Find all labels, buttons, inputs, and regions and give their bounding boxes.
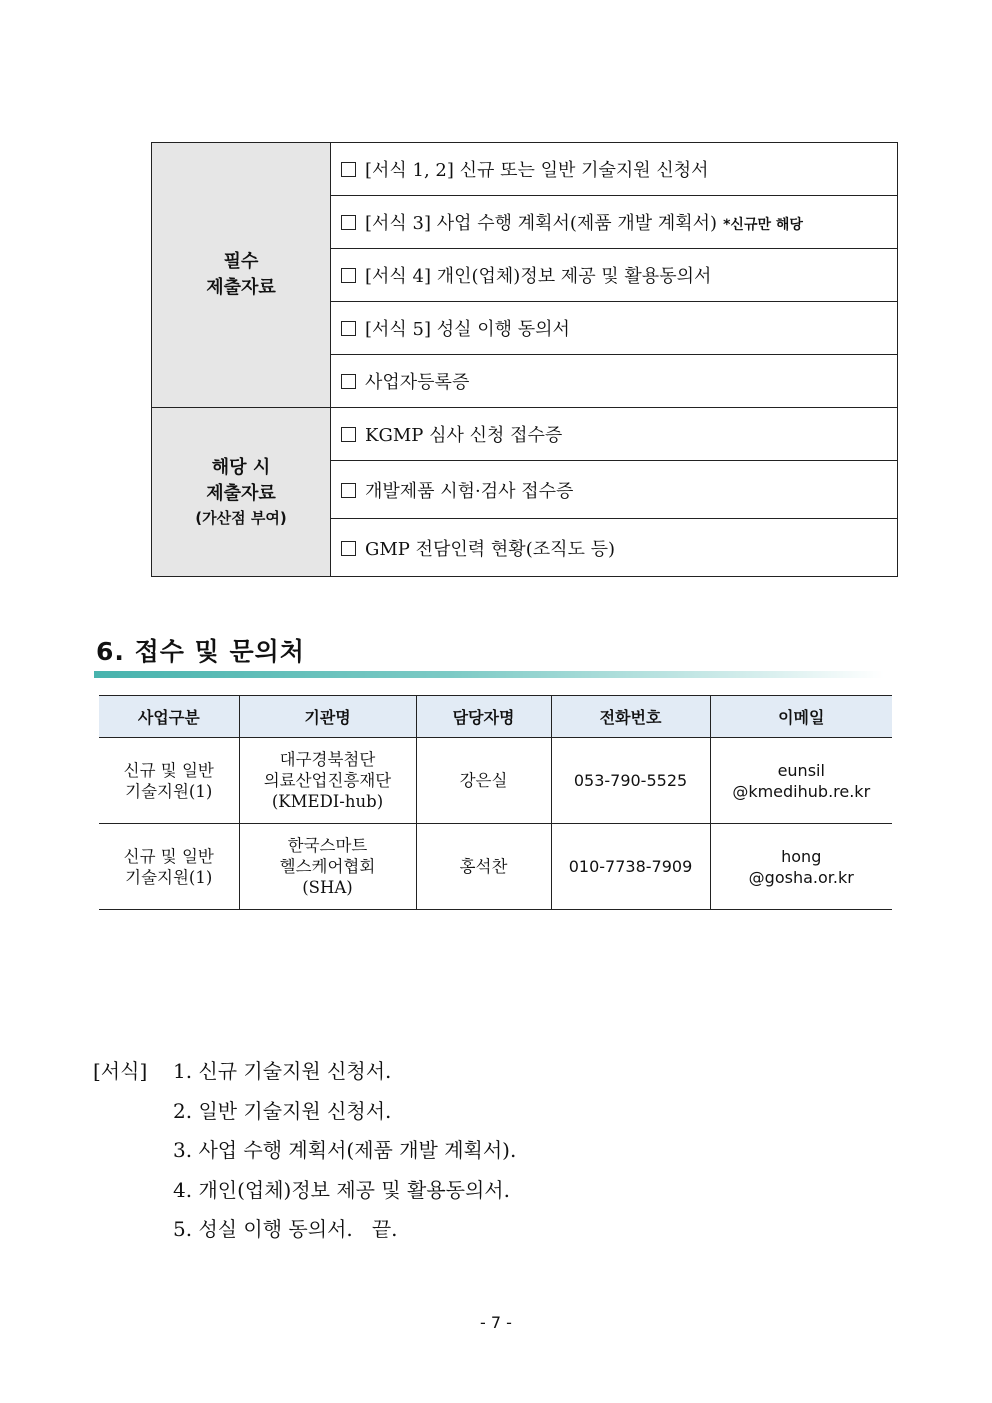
organization-cell: 한국스마트 헬스케어협회 (SHA)	[239, 824, 416, 910]
checklist-item: [서식 3] 사업 수행 계획서(제품 개발 계획서) *신규만 해당	[331, 196, 898, 249]
checkbox-icon[interactable]	[341, 483, 356, 498]
checkbox-icon[interactable]	[341, 427, 356, 442]
column-header: 이메일	[710, 696, 892, 738]
email-cell[interactable]: eunsil @kmedihub.re.kr	[710, 738, 892, 824]
forms-list	[93, 1052, 516, 1250]
column-header: 전화번호	[551, 696, 710, 738]
column-header: 기관명	[239, 696, 416, 738]
column-header: 사업구분	[99, 696, 239, 738]
contact-person-cell: 홍석찬	[416, 824, 551, 910]
checklist-item: 개발제품 시험·검사 접수증	[331, 461, 898, 519]
table-row	[99, 824, 892, 910]
column-header: 담당자명	[416, 696, 551, 738]
contact-table	[99, 695, 892, 910]
new-only-note: *신규만 해당	[723, 217, 803, 233]
list-item: [서식] 1. 신규 기술지원 신청서.	[93, 1052, 516, 1092]
table-row	[99, 738, 892, 824]
table-header-row	[99, 696, 892, 738]
phone-cell: 010-7738-7909	[551, 824, 710, 910]
checkbox-icon[interactable]	[341, 541, 356, 556]
checkbox-icon[interactable]	[341, 215, 356, 230]
checklist-item: KGMP 심사 신청 접수증	[331, 408, 898, 461]
contact-person-cell: 강은실	[416, 738, 551, 824]
organization-cell: 대구경북첨단 의료산업진흥재단 (KMEDI-hub)	[239, 738, 416, 824]
submission-table	[151, 142, 898, 577]
checklist-item: [서식 4] 개인(업체)정보 제공 및 활용동의서	[331, 249, 898, 302]
table-row	[152, 143, 898, 196]
section-underline	[94, 671, 884, 678]
required-docs-label: 필수 제출자료	[152, 143, 331, 408]
table-row	[152, 408, 898, 461]
section-title: 6. 접수 및 문의처	[96, 637, 305, 666]
phone-cell: 053-790-5525	[551, 738, 710, 824]
list-item: 2. 일반 기술지원 신청서.	[173, 1098, 392, 1123]
email-cell[interactable]: hong @gosha.or.kr	[710, 824, 892, 910]
checklist-item: 사업자등록증	[331, 355, 898, 408]
list-item: 3. 사업 수행 계획서(제품 개발 계획서).	[173, 1138, 517, 1162]
checklist-item: GMP 전담인력 현황(조직도 등)	[331, 519, 898, 577]
list-item: 4. 개인(업체)정보 제공 및 활용동의서.	[173, 1177, 510, 1202]
checklist-item: [서식 5] 성실 이행 동의서	[331, 302, 898, 355]
program-type-cell: 신규 및 일반 기술지원(1)	[99, 738, 239, 824]
checkbox-icon[interactable]	[341, 162, 356, 177]
checkbox-icon[interactable]	[341, 268, 356, 283]
checkbox-icon[interactable]	[341, 321, 356, 336]
program-type-cell: 신규 및 일반 기술지원(1)	[99, 824, 239, 910]
forms-label: [서식]	[93, 1059, 148, 1083]
checkbox-icon[interactable]	[341, 374, 356, 389]
list-item: 5. 성실 이행 동의서. 끝.	[173, 1217, 398, 1241]
checklist-item: [서식 1, 2] 신규 또는 일반 기술지원 신청서	[331, 143, 898, 196]
page-number: - 7 -	[480, 1313, 512, 1332]
optional-docs-label: 해당 시 제출자료 (가산점 부여)	[152, 408, 331, 577]
